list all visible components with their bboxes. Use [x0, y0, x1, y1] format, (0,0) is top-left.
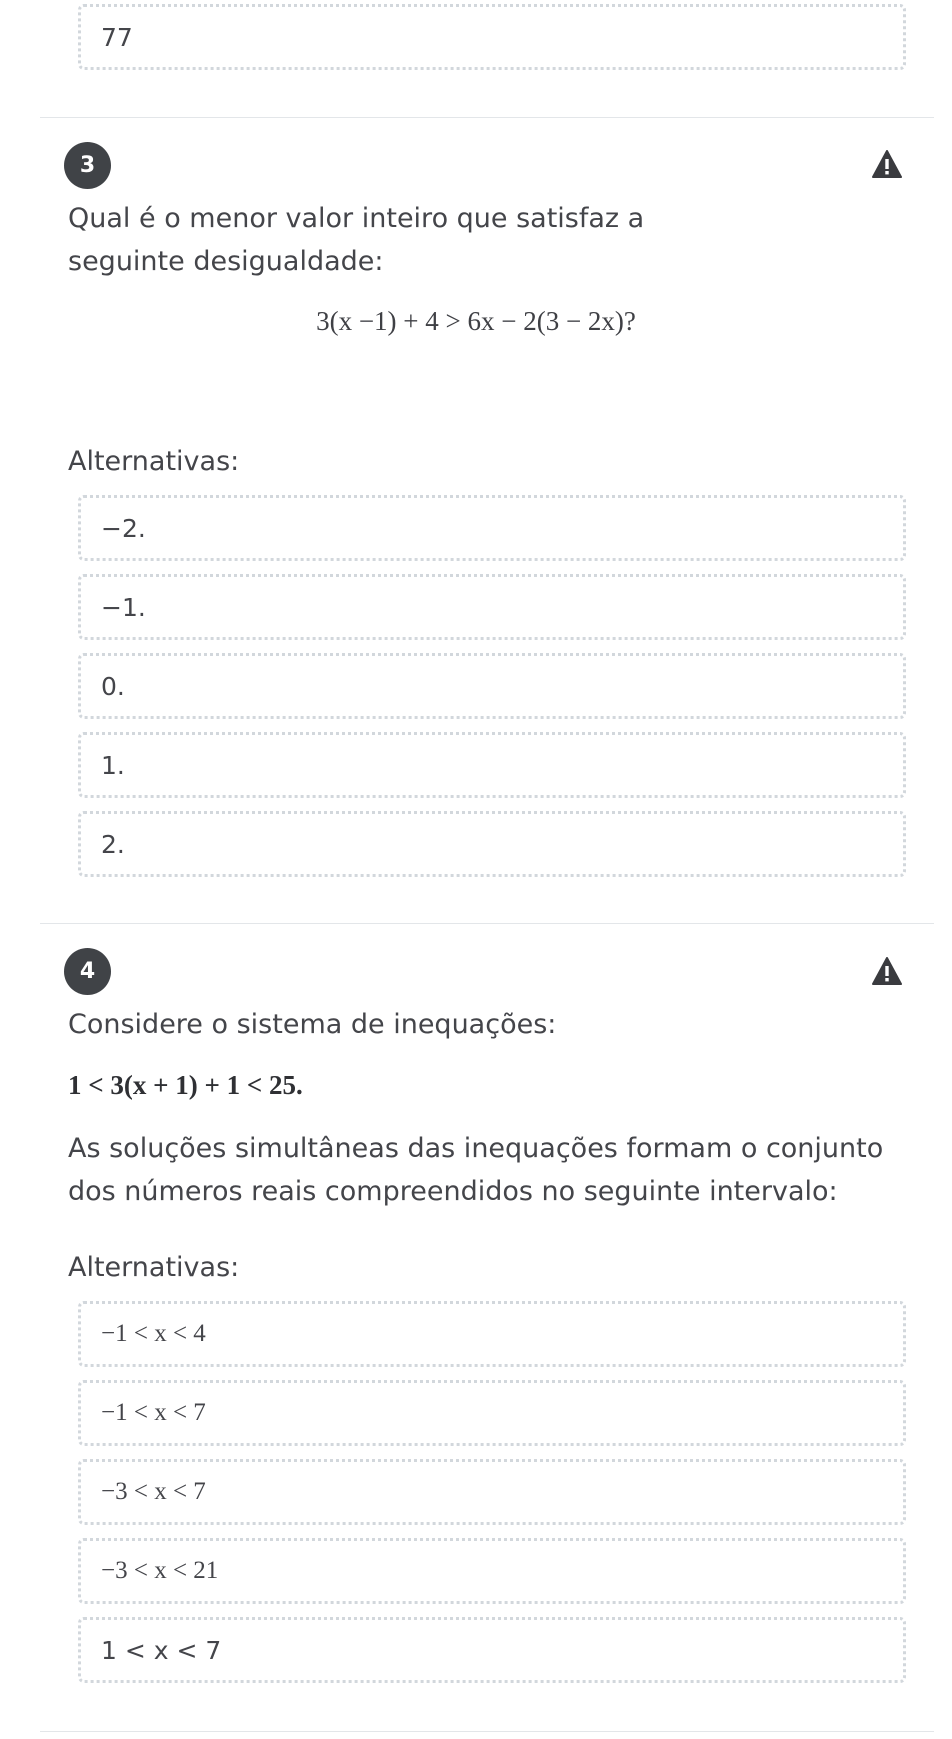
option-c[interactable]: [78, 1459, 906, 1525]
page-bottom-divider: [40, 1731, 934, 1732]
option-a[interactable]: [78, 1301, 906, 1367]
option-previous-77[interactable]: [78, 4, 906, 70]
option-text: 2.: [101, 829, 125, 859]
option-text: 1.: [101, 750, 125, 780]
warning-triangle-icon[interactable]: [872, 150, 902, 178]
option-text: −1 < x < 4: [101, 1320, 206, 1347]
option-text: −1.: [101, 592, 146, 622]
option-d[interactable]: [78, 1538, 906, 1604]
option-d[interactable]: [78, 732, 906, 798]
alternatives-label: Alternativas:: [68, 1252, 240, 1283]
question-divider: [40, 117, 934, 118]
question-prompt: Considere o sistema de inequações:: [68, 1009, 557, 1040]
option-text: −3 < x < 21: [101, 1557, 219, 1584]
question-formula: 1 < 3(x + 1) + 1 < 25.: [68, 1070, 303, 1100]
question-prompt: Qual é o menor valor inteiro que satisfaz a seguinte desigualdade:: [68, 203, 645, 277]
option-b[interactable]: [78, 1380, 906, 1446]
option-text: −2.: [101, 513, 146, 543]
option-e[interactable]: [78, 811, 906, 877]
option-text: 77: [101, 22, 133, 52]
option-text: −3 < x < 7: [101, 1478, 206, 1505]
question-statement: As soluções simultâneas das inequações formam o conjunto dos números reais compreendidos no seguinte intervalo:: [68, 1133, 884, 1207]
option-a[interactable]: [78, 495, 906, 561]
warning-triangle-icon[interactable]: [872, 957, 902, 985]
question-number-badge: 3: [64, 142, 111, 189]
option-text: 0.: [101, 671, 125, 701]
question-number-badge: 4: [64, 948, 111, 995]
option-b[interactable]: [78, 574, 906, 640]
question-formula: 3(x −1) + 4 > 6x − 2(3 − 2x)?: [316, 306, 636, 336]
option-e[interactable]: [78, 1617, 906, 1683]
question-divider: [40, 923, 934, 924]
option-text: 1 < x < 7: [101, 1635, 222, 1665]
option-c[interactable]: [78, 653, 906, 719]
alternatives-label: Alternativas:: [68, 446, 240, 477]
option-text: −1 < x < 7: [101, 1399, 206, 1426]
